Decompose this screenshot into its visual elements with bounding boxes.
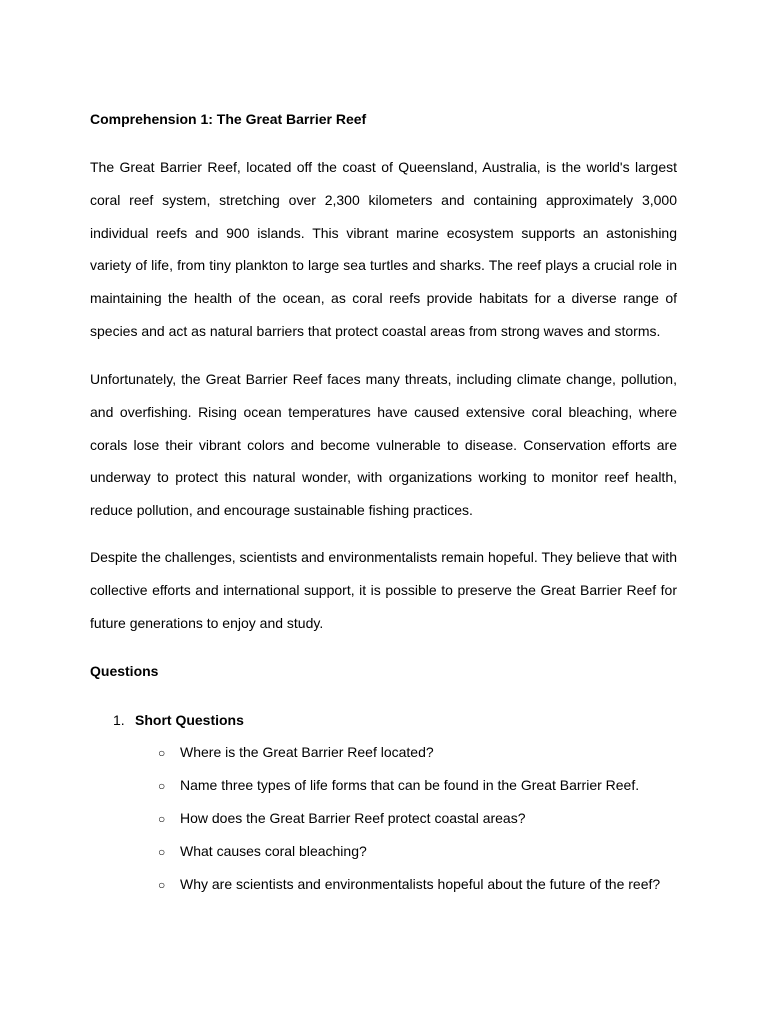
- question-item: [158, 809, 526, 828]
- question-text: How does the Great Barrier Reef protect coastal areas?: [180, 810, 526, 826]
- question-text: Where is the Great Barrier Reef located?: [180, 744, 434, 760]
- questions-heading: Questions: [90, 663, 159, 679]
- list-number: 1.: [113, 712, 125, 728]
- question-text: Name three types of life forms that can be found in the Great Barrier Reef.: [180, 777, 640, 793]
- question-item: [158, 875, 660, 894]
- paragraph-hope: Despite the challenges, scientists and environmentalists remain hopeful. They believe that with collective efforts and international support, it is possible to preserve the Great Barrier Reef for future generations to enjoy and study.: [90, 549, 677, 631]
- question-item: [158, 743, 434, 762]
- paragraph-intro: The Great Barrier Reef, located off the coast of Queensland, Australia, is the world's largest coral reef system, stretching over 2,300 kilometers and containing approximately 3,000 individual reefs and 900 islands. This vibrant marine ecosystem supports an astonishing variety of life, from tiny plankton to large sea turtles and sharks. The reef plays a crucial role in maintaining the health of the ocean, as coral reefs provide habitats for a diverse range of species and act as natural barriers that protect coastal areas from strong waves and storms.: [90, 159, 677, 339]
- hollow-bullet-icon: ○: [158, 812, 166, 826]
- hollow-bullet-icon: ○: [158, 746, 166, 760]
- hollow-bullet-icon: ○: [158, 779, 166, 793]
- question-text: What causes coral bleaching?: [180, 843, 367, 859]
- question-text: Why are scientists and environmentalists hopeful about the future of the reef?: [180, 876, 661, 892]
- hollow-bullet-icon: ○: [158, 845, 166, 859]
- question-item: [158, 842, 367, 861]
- question-item: [158, 776, 639, 795]
- document-title: Comprehension 1: The Great Barrier Reef: [90, 111, 367, 127]
- section-label: Short Questions: [135, 712, 244, 728]
- paragraph-threats: Unfortunately, the Great Barrier Reef faces many threats, including climate change, pollution, and overfishing. Rising ocean temperatures have caused extensive coral bleaching, where corals lose their vibrant colors and become vulnerable to disease. Conservation efforts are underway to protect this natural wonder, with organizations working to monitor reef health, reduce pollution, and encourage sustainable fishing practices.: [90, 371, 677, 519]
- numbered-list-item: [113, 711, 244, 729]
- hollow-bullet-icon: ○: [158, 878, 166, 892]
